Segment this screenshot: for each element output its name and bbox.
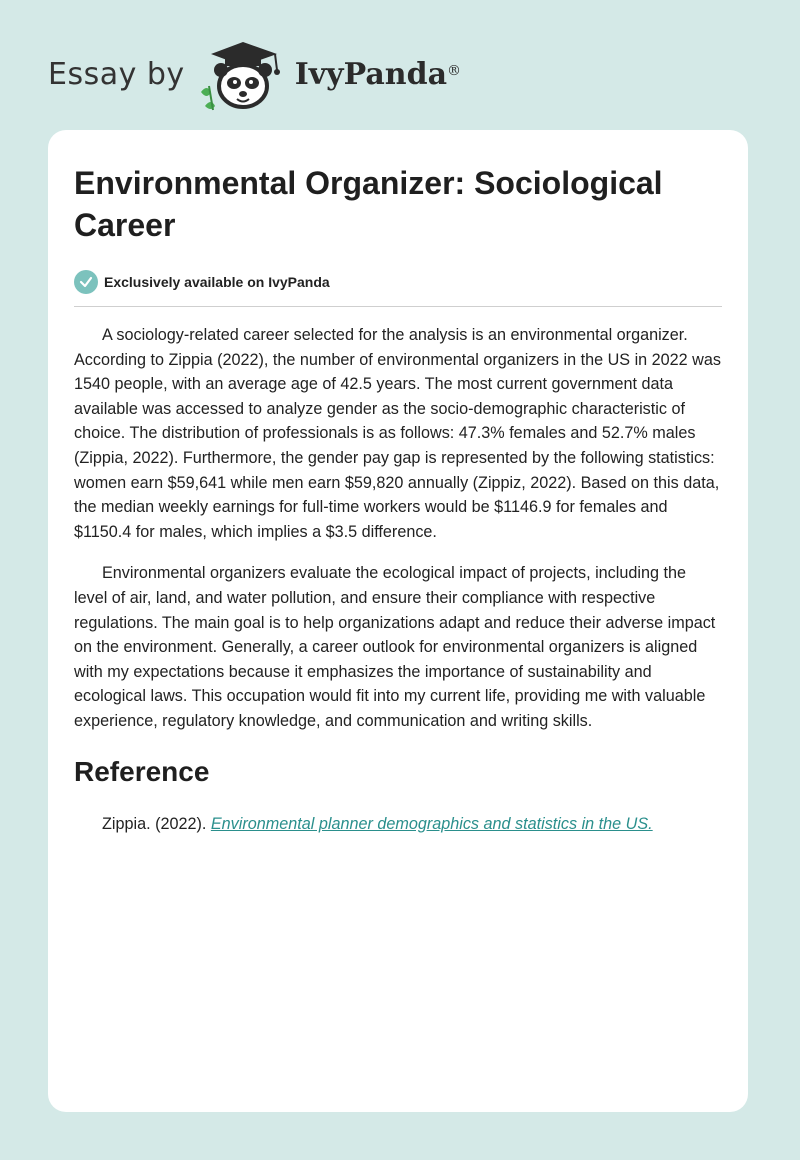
reference-prefix: Zippia. (2022).	[102, 814, 211, 833]
brand-name[interactable]	[295, 57, 461, 92]
essay-card	[48, 130, 748, 1112]
divider	[74, 306, 722, 307]
body-paragraph: A sociology-related career selected for the analysis is an environmental organizer. According to Zippia (2022), the number of environmental organizers in the US in 2022 was 1540 people, with an average age of 42.5 years. The most current government data available was accessed to analyze gender as the socio-demographic characteristic of choice. The distribution of professionals is as follows: 47.3% females and 52.7% males (Zippia, 2022). Furthermore, the gender pay gap is represented by the following statistics: women earn $59,641 while men earn $59,820 annually (Zippiz, 2022). Based on this data, the median weekly earnings for full-time workers would be $1146.9 for females and $1150.4 for males, which implies a $3.5 difference.	[74, 326, 721, 541]
reference-entry	[102, 812, 722, 836]
panda-logo-icon[interactable]	[197, 36, 289, 112]
brand-text: IvyPanda	[294, 56, 448, 92]
exclusive-badge	[74, 268, 722, 296]
reference-heading: Reference	[74, 755, 210, 787]
registered-mark: ®	[447, 62, 462, 79]
body-paragraph: Environmental organizers evaluate the ecological impact of projects, including the level of air, land, and water pollution, and ensure their compliance with respective regulations. The main goal is to help organizations adapt and reduce their adverse impact on the environment. Generally, a career outlook for environmental organizers is aligned with my expectations because it emphasizes the importance of sustainability and ecological laws. This occupation would fit into my current life, providing me with valuable experience, regulatory knowledge, and communication and writing skills.	[74, 564, 716, 730]
reference-link[interactable]: Environmental planner demographics and statistics in the US.	[210, 814, 653, 833]
badge-label: Exclusively available on IvyPanda	[104, 274, 330, 290]
site-header	[48, 34, 461, 114]
essay-by-label: Essay by	[48, 56, 185, 92]
page-title: Environmental Organizer: Sociological Career	[74, 165, 663, 243]
check-icon	[74, 270, 98, 294]
